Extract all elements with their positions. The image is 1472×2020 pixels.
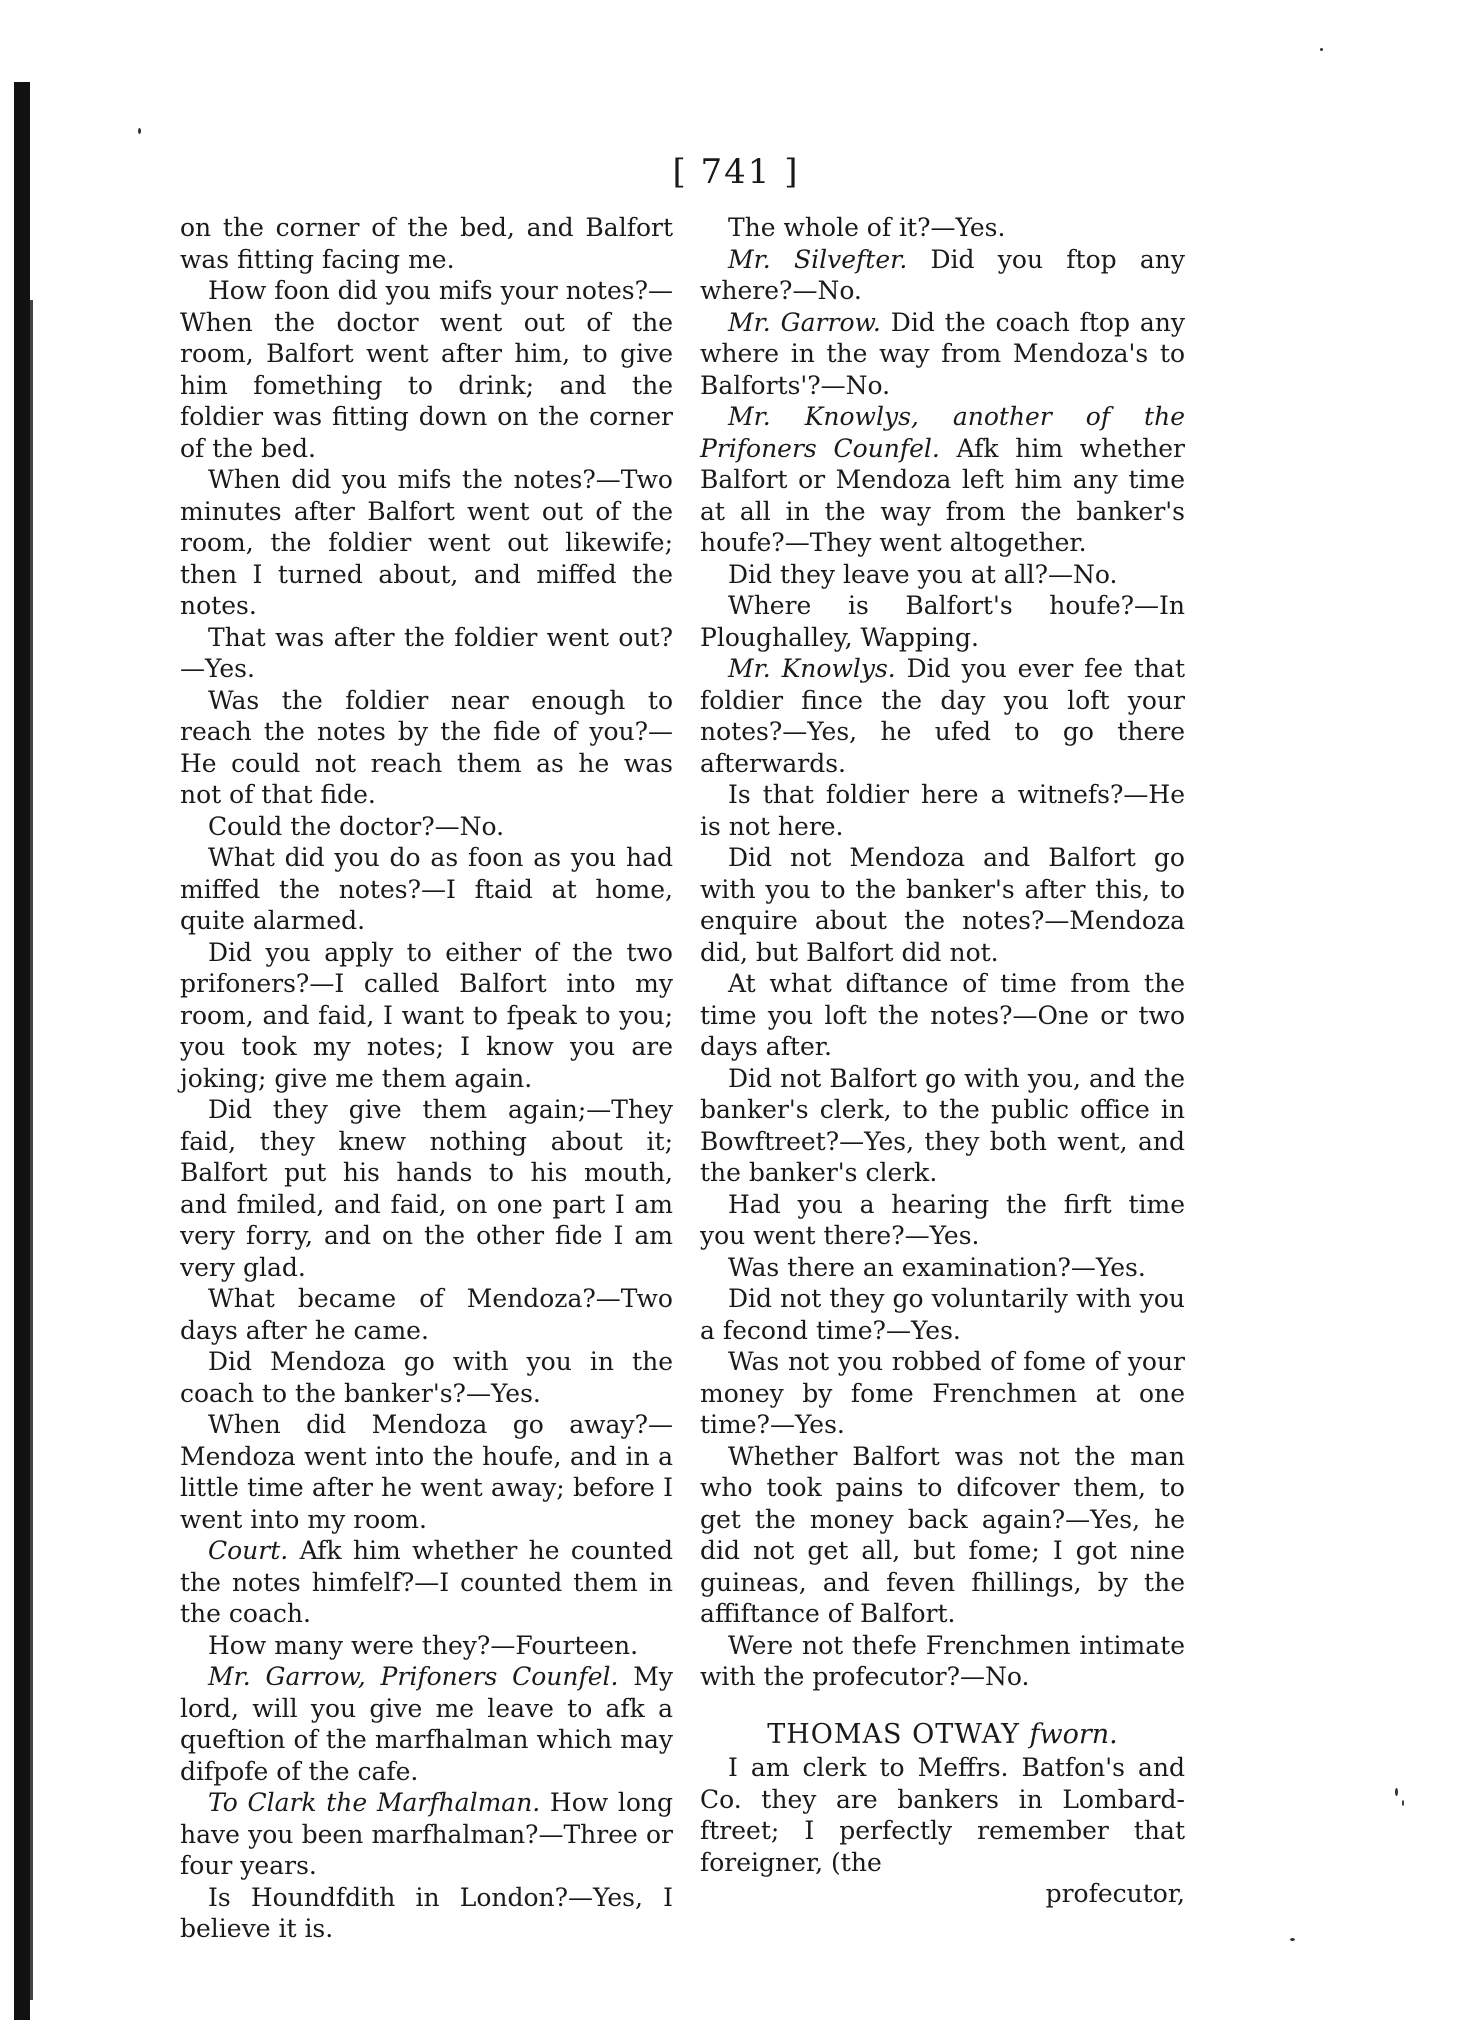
testimony-paragraph <box>700 1252 1185 1284</box>
testimony-paragraph <box>700 1630 1185 1693</box>
binding-edge <box>14 82 30 2020</box>
paragraph-text: Did they leave you at all?—No. <box>728 559 1118 589</box>
testimony-paragraph <box>180 1535 673 1630</box>
testimony-paragraph <box>180 1661 673 1787</box>
speaker-label: Mr. Garrow, Prifoners Counfel. <box>208 1662 619 1691</box>
catchword <box>700 1878 1185 1910</box>
paragraph-text: Did not Balfort go with you, and the banker's clerk, to the public office in Bowftreet?—Yes, they both went, and the banker's clerk. <box>700 1063 1185 1187</box>
testimony-paragraph <box>180 1283 673 1346</box>
speaker-label: To Clark the Marfhalman. <box>208 1788 541 1817</box>
scan-speck <box>1395 1788 1398 1796</box>
testimony-paragraph <box>700 779 1185 842</box>
testimony-paragraph <box>180 275 673 464</box>
speaker-label: Mr. Garrow. <box>728 307 881 337</box>
paragraph-text: Did not Mendoza and Balfort go with you to the banker's after this, to enquire about the notes?—Mendoza did, but Balfort did not. <box>700 843 1185 967</box>
paragraph-text: Is Houndfdith in London?—Yes, I believe it is. <box>180 1882 673 1943</box>
testimony-paragraph <box>180 1409 673 1535</box>
paragraph-text: Were not thefe Frenchmen intimate with the profecutor?—No. <box>700 1630 1185 1691</box>
paragraph-text: Did you ftop any where?—No. <box>700 244 1185 305</box>
testimony-paragraph <box>180 212 673 275</box>
binding-shadow <box>30 300 33 2000</box>
paragraph-text: Had you a hearing the firft time you went there?—Yes. <box>700 1189 1185 1250</box>
testimony-paragraph <box>180 1094 673 1283</box>
paragraph-text: Did they give them again;—They faid, they knew nothing about it; Balfort put his hands to his mouth, and fmiled, and faid, on one part I am very forry, and on the other fide I am very glad. <box>180 1095 673 1282</box>
testimony-paragraph <box>180 1882 673 1945</box>
paragraph-text: Afk him whether Balfort or Mendoza left him any time at all in the way from the banker's houfe?—They went altogether. <box>700 433 1185 557</box>
page-number: [ 741 ] <box>672 152 800 192</box>
paragraph-text: Was not you robbed of fome of your money by fome Frenchmen at one time?—Yes. <box>700 1347 1185 1439</box>
speaker-label: Court. <box>208 1536 289 1565</box>
scan-speck <box>1402 1800 1404 1806</box>
testimony-paragraph <box>700 653 1185 779</box>
paragraph-text: I am clerk to Meffrs. Batfon's and Co. they are bankers in Lombard-ftreet; I perfectly remember that foreigner, (the <box>700 1753 1185 1877</box>
paragraph-text: Did not they go voluntarily with you a fecond time?—Yes. <box>700 1284 1185 1345</box>
testimony-paragraph <box>700 842 1185 968</box>
paragraph-text: At what diftance of time from the time you loft the notes?—One or two days after. <box>700 969 1185 1061</box>
testimony-paragraph <box>180 1346 673 1409</box>
paragraph-text: Is that foldier here a witnefs?—He is not here. <box>700 780 1185 841</box>
speaker-label: Mr. Silvefter. <box>728 244 908 274</box>
scan-speck <box>138 128 141 134</box>
paragraph-text: How foon did you mifs your notes?—When the doctor went out of the room, Balfort went after him, to give him fomething to drink; and the foldier was fitting down on the corner of the bed. <box>180 276 673 463</box>
paragraph-text: Could the doctor?—No. <box>208 811 505 841</box>
sworn-label: fworn. <box>1029 1718 1118 1750</box>
testimony-paragraph <box>180 842 673 937</box>
right-column <box>700 212 1185 1910</box>
paragraph-text: Was there an examination?—Yes. <box>728 1252 1146 1282</box>
testimony-paragraph <box>700 1441 1185 1630</box>
testimony-paragraph <box>180 1630 673 1662</box>
speaker-label: Mr. Knowlys. <box>728 654 896 683</box>
testimony-paragraph <box>180 685 673 811</box>
testimony-paragraph <box>700 590 1185 653</box>
testimony-paragraph <box>700 212 1185 244</box>
testimony-paragraph <box>700 559 1185 591</box>
paragraph-text: Whether Balfort was not the man who took pains to difcover them, to get the money back again?—Yes, he did not get all, but fome; I got nine guineas, and feven fhillings, by the affiftance of Balfort. <box>700 1441 1185 1628</box>
testimony-paragraph <box>700 1346 1185 1441</box>
paragraph-text: When did you mifs the notes?—Two minutes after Balfort went out of the room, the foldier went out likewife; then I turned about, and miffed the notes. <box>180 465 673 620</box>
scan-speck <box>1320 48 1323 51</box>
testimony-paragraph <box>180 937 673 1095</box>
paragraph-text: profecutor, <box>1045 1879 1185 1908</box>
speaker-label: Mr. Knowlys, another of the Prifoners Counfel. <box>700 402 1185 463</box>
paragraph-text: Did you apply to either of the two prifoners?—I called Balfort into my room, and faid, I want to fpeak to you; you took my notes; I know you are joking; give me them again. <box>180 937 673 1093</box>
left-column <box>180 212 673 1945</box>
paragraph-text: Where is Balfort's houfe?—In Ploughalley, Wapping. <box>700 591 1185 652</box>
paragraph-text: on the corner of the bed, and Balfort was fitting facing me. <box>180 213 673 274</box>
paragraph-text: When did Mendoza go away?—Mendoza went into the houfe, and in a little time after he went away; before I went into my room. <box>180 1410 673 1534</box>
testimony-paragraph <box>180 811 673 843</box>
testimony-paragraph <box>700 1752 1185 1878</box>
testimony-paragraph <box>700 244 1185 307</box>
paragraph-text: How long have you been marfhalman?—Three or four years. <box>180 1788 673 1880</box>
paragraph-text: What became of Mendoza?—Two days after he came. <box>180 1284 673 1345</box>
paragraph-text: That was after the foldier went out?—Yes. <box>180 622 673 683</box>
paragraph-text: Afk him whether he counted the notes himfelf?—I counted them in the coach. <box>180 1536 673 1628</box>
testimony-paragraph <box>700 1063 1185 1189</box>
paragraph-text: The whole of it?—Yes. <box>728 213 1006 242</box>
paragraph-text: What did you do as foon as you had miffed the notes?—I ftaid at home, quite alarmed. <box>180 843 673 935</box>
scan-speck <box>1290 1938 1295 1941</box>
paragraph-text: Did Mendoza go with you in the coach to the banker's?—Yes. <box>180 1347 673 1408</box>
paragraph-text: Did you ever fee that foldier fince the day you loft your notes?—Yes, he ufed to go there afterwards. <box>700 654 1185 778</box>
testimony-paragraph <box>180 622 673 685</box>
witness-heading <box>700 1719 1185 1751</box>
testimony-paragraph <box>700 1283 1185 1346</box>
paragraph-text: My lord, will you give me leave to afk a queftion of the marfhalman which may difpofe of the cafe. <box>180 1662 674 1786</box>
testimony-paragraph <box>700 1189 1185 1252</box>
testimony-paragraph <box>700 401 1185 559</box>
paragraph-text: Was the foldier near enough to reach the notes by the fide of you?—He could not reach them as he was not of that fide. <box>180 685 673 809</box>
witness-name: THOMAS OTWAY <box>767 1718 1020 1750</box>
paragraph-text: Did the coach ftop any where in the way from Mendoza's to Balforts'?—No. <box>700 307 1185 400</box>
testimony-paragraph <box>180 1787 673 1882</box>
testimony-paragraph <box>700 307 1185 402</box>
testimony-paragraph <box>180 464 673 622</box>
testimony-paragraph <box>700 968 1185 1063</box>
paragraph-text: How many were they?—Fourteen. <box>208 1630 639 1660</box>
